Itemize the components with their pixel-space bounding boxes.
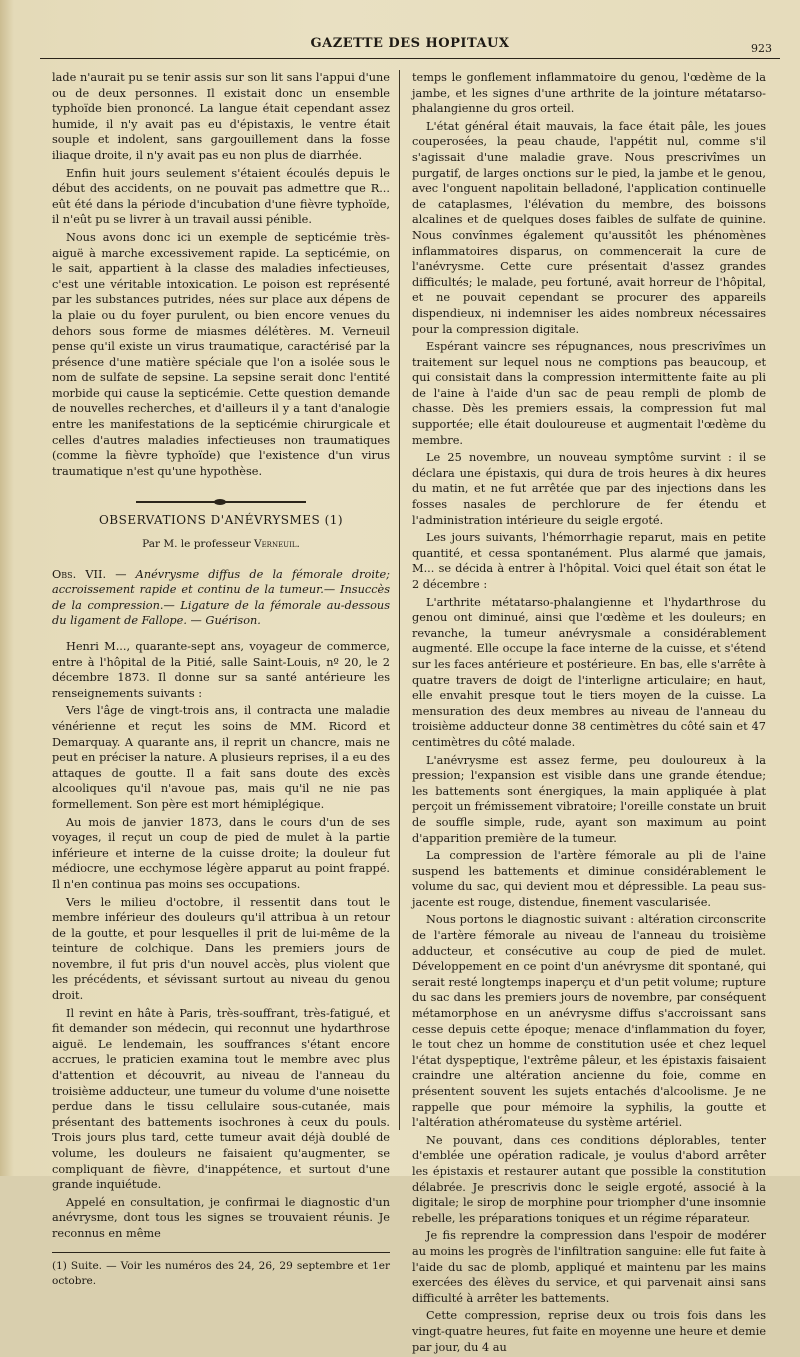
author-prefix: Par M. le professeur bbox=[142, 538, 254, 551]
paragraph: Nous portons le diagnostic suivant : altération circonscrite de l'artère fémorale au niveau de l'anneau du troisième adducteur, et consécutive au coup de pied de mulet. Développement en ce point d'un anévrysme dit spontané, qui serait resté longtemps inaperçu et d'un petit volume; rupture du sac dans les premiers jours de novembre, par conséquent métamorphose en un anévrysme diffus s'accroissant sans cesse depuis cette époque; menace d'inflammation du foyer, le tout chez un homme de constitution usée et chez lequel l'état dyspeptique, l'extrême pâleur, et les épistaxis faisaient craindre une altération ancienne du foie, comme en présentent souvent les sujets entachés d'alcoolisme. Je ne rappelle que pour mémoire la syphilis, la goutte et l'altération athéromateuse du système artériel. bbox=[412, 913, 766, 1130]
paragraph: Je fis reprendre la compression dans l'espoir de modérer au moins les progrès de l'infiltration sanguine: elle fut faite à l'aide du sac de plomb, appliqué et maintenu par les mains exercées des élèves du service, et qui parvenait ainsi sans difficulté à arrêter les battements. bbox=[412, 1229, 766, 1305]
paragraph: Enfin huit jours seulement s'étaient écoulés depuis le début des accidents, on ne pouvait pas admettre que R... eût été dans la période d'incubation d'une fièvre typhoïde, il n'eût pu se livrer à un travail aussi pénible. bbox=[52, 166, 390, 227]
journal-title: GAZETTE DES HOPITAUX bbox=[310, 36, 510, 51]
observation-title: Anévrysme diffus de la fémorale droite; accroissement rapide et continu de la tumeur.— Insuccès de la compression.— Ligature de la fémorale au-dessous du ligament de Fallope. — Guérison. bbox=[52, 567, 390, 628]
column-divider bbox=[399, 70, 400, 1130]
paragraph: Espérant vaincre ses répugnances, nous prescrivîmes un traitement sur lequel nous ne comptions pas beaucoup, et qui consistait dans la compression intermittente faite au pli de l'aine à l'aide d'un sac de peau rempli de plomb de chasse. Dès les premiers essais, la compression fut mal supportée; elle était douloureuse et augmentait l'œdème du membre. bbox=[412, 340, 766, 447]
author-name: Verneuil. bbox=[253, 538, 300, 551]
paragraph: L'état général était mauvais, la face était pâle, les joues couperosées, la peau chaude, l'appétit nul, comme s'il s'agissait d'une maladie grave. Nous prescrivîmes un purgatif, de larges onctions sur le pied, la jambe et le genou, avec l'onguent napolitain belladoné, l'application continuelle de cataplasmes, l'élévation du membre, des boissons alcalines et de quelques doses faibles de sulfate de quinine. Nous convînmes également qu'aussitôt les phénomènes inflammatoires disparus, on commencerait la cure de l'anévrysme. Cette cure présentait d'assez grandes difficultés; le malade, peu fortuné, avait horreur de l'hôpital, et ne pouvait cependant se procurer des appareils dispendieux, ni indemniser les aides nombreux nécessaires pour la compression digitale. bbox=[412, 119, 766, 336]
observation-heading bbox=[52, 567, 390, 629]
page-header bbox=[40, 34, 780, 59]
paragraph: Au mois de janvier 1873, dans le cours d'un de ses voyages, il reçut un coup de pied de mulet à la partie inférieure et interne de la cuisse droite; la douleur fut médiocre, une ecchymose légère apparut au point frappé. Il n'en continua pas moins ses occupations. bbox=[52, 815, 390, 891]
paragraph: Appelé en consultation, je confirmai le diagnostic d'un anévrysme, dont tous les signes se trouvaient réunis. Je reconnus en même bbox=[52, 1195, 390, 1240]
paragraph: Il revint en hâte à Paris, très-souffrant, très-fatigué, et fit demander son médecin, qui reconnut une hydarthrose aiguë. Le lendemain, les souffrances s'étant encore accrues, le praticien examina tout le membre avec plus d'attention et découvrit, au niveau de l'anneau du troisième adducteur, une tumeur du volume d'une noisette perdue dans le tissu cellulaire sous-cutanée, mais présentant des battements isochrones à ceux du pouls. Trois jours plus tard, cette tumeur avait déjà doublé de volume, les douleurs ne faisaient qu'augmenter, se compliquant de fièvre, d'inappétence, et surtout d'une grande inquiétude. bbox=[52, 1006, 390, 1192]
page-number: 923 bbox=[751, 42, 772, 55]
paragraph: La compression de l'artère fémorale au pli de l'aine suspend les battements et diminue considérablement le volume du sac, qui devient mou et dépressible. La peau sus-jacente est rouge, distendue, finement vascularisée. bbox=[412, 849, 766, 909]
footnote: (1) Suite. — Voir les numéros des 24, 26, 29 septembre et 1er octobre. bbox=[52, 1259, 390, 1288]
paragraph: L'anévrysme est assez ferme, peu douloureux à la pression; l'expansion est visible dans une grande étendue; les battements sont énergiques, la main appliquée à plat perçoit un frémissement vibratoire; l'oreille constate un bruit de souffle simple, rude, ayant son maximum au point d'apparition première de la tumeur. bbox=[412, 753, 766, 845]
paragraph: Vers le milieu d'octobre, il ressentit dans tout le membre inférieur des douleurs qu'il attribua à un retour de la goutte, et pour lesquelles il prit de lui-même de la teinture de colchique. Dans les premiers jours de novembre, il fut pris d'un nouvel accès, plus violent que les précédents, et sévissant surtout au niveau du genou droit. bbox=[52, 895, 390, 1003]
right-column bbox=[412, 70, 766, 1357]
footnote-divider bbox=[52, 1252, 390, 1253]
paragraph: Henri M..., quarante-sept ans, voyageur de commerce, entre à l'hôpital de la Pitié, salle Saint-Louis, nº 20, le 2 décembre 1873. Il donne sur sa santé antérieure les renseignements suivants : bbox=[52, 640, 390, 700]
paragraph: temps le gonflement inflammatoire du genou, l'œdème de la jambe, et les signes d'une arthrite de la jointure métatarso-phalangienne du gros orteil. bbox=[412, 71, 766, 116]
section-divider bbox=[136, 501, 306, 503]
paragraph: lade n'aurait pu se tenir assis sur son lit sans l'appui d'une ou de deux personnes. Il existait donc un ensemble typhoïde bien prononcé. La langue était cependant assez humide, il n'y avait pas eu d'épistaxis, le ventre était souple et indolent, sans gargouillement dans la fosse iliaque droite, il n'y avait pas eu non plus de diarrhée. bbox=[52, 71, 390, 162]
paragraph: Nous avons donc ici un exemple de septicémie très-aiguë à marche excessivement rapide. La septicémie, on le sait, appartient à la classe des maladies infectieuses, c'est une véritable intoxication. Le poison est représenté par les substances putrides, nées sur place aux dépens de la plaie ou du foyer purulent, ou bien encore venues du dehors sous forme de miasmes délétères. M. Verneuil pense qu'il existe un virus traumatique, caractérisé par la présence d'une matière spéciale que l'on a isolée sous le nom de sulfate de sepsine. La sepsine serait donc l'entité morbide qui cause la septicémie. Cette question demande de nouvelles recherches, et d'ailleurs il y a tant d'analogie entre les manifestations de la septicémie chirurgicale et celles d'autres maladies infectieuses non traumatiques (comme la fièvre typhoïde) que l'existence d'un virus traumatique n'est qu'une hypothèse. bbox=[52, 230, 390, 478]
paragraph: Vers l'âge de vingt-trois ans, il contracta une maladie vénérienne et reçut les soins de MM. Ricord et Demarquay. A quarante ans, il reprit un chancre, mais ne peut en préciser la nature. A plusieurs reprises, il a eu des attaques de goutte. Il a fait sans doute des excès alcooliques qu'il n'avoue pas, mais qu'il ne nie pas formellement. Son père est mort hémiplégique. bbox=[52, 704, 390, 811]
section-author bbox=[52, 537, 390, 553]
paragraph: Cette compression, reprise deux ou trois fois dans les vingt-quatre heures, fut faite en moyenne une heure et demie par jour, du 4 au bbox=[412, 1309, 766, 1354]
left-column bbox=[52, 70, 390, 1292]
observation-label: Obs. VII. — bbox=[52, 567, 136, 581]
paragraph: Le 25 novembre, un nouveau symptôme survint : il se déclara une épistaxis, qui dura de trois heures à dix heures du matin, et ne fut arrêtée que par des injections dans les fosses nasales de perchlorure de fer étendu et l'administration intérieure du seigle ergoté. bbox=[412, 451, 766, 527]
paragraph: Ne pouvant, dans ces conditions déplorables, tenter d'emblée une opération radicale, je voulus d'abord arrêter les épistaxis et restaurer autant que possible la constitution délabrée. Je prescrivis donc le seigle ergoté, associé à la digitale; le sirop de morphine pour triompher d'une insomnie rebelle, les préparations toniques et un régime réparateur. bbox=[412, 1133, 766, 1225]
section-title: OBSERVATIONS D'ANÉVRYSMES (1) bbox=[98, 513, 344, 528]
paragraph: Les jours suivants, l'hémorrhagie reparut, mais en petite quantité, et cessa spontanément. Plus alarmé que jamais, M... se décida à entrer à l'hôpital. Voici quel était son état le 2 décembre : bbox=[412, 531, 766, 591]
paragraph: L'arthrite métatarso-phalangienne et l'hydarthrose du genou ont diminué, ainsi que l'œdème et les douleurs; en revanche, la tumeur anévrysmale a considérablement augmenté. Elle occupe la face interne de la cuisse, et s'étend sur les faces antérieure et postérieure. En bas, elle s'arrête à quatre travers de doigt de l'interligne articulaire; en haut, elle envahit presque tout le tiers moyen de la cuisse. La mensuration des deux membres au niveau de l'anneau du troisième adducteur donne 38 centimètres du côté sain et 47 centimètres du côté malade. bbox=[412, 595, 766, 749]
